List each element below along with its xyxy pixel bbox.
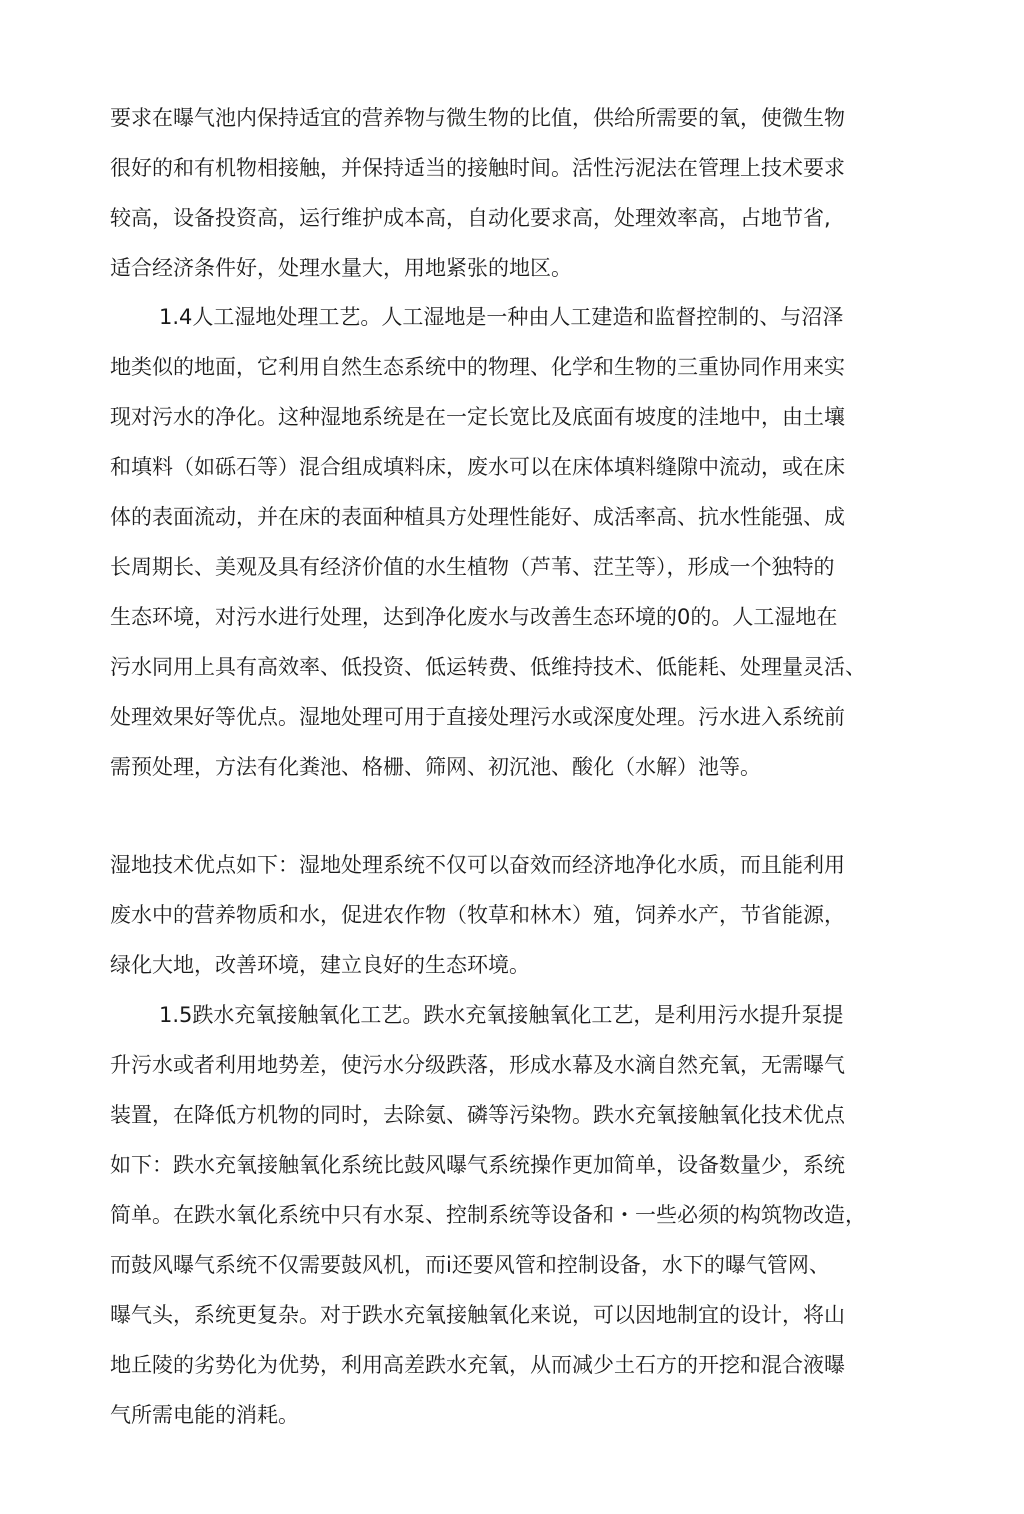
section-heading-line: 1.4人工湿地处理工艺。人工湿地是一种由人工建造和监督控制的、与沼泽 [159,305,844,329]
section-heading-line: 1.5跌水充氧接触氧化工艺。跌水充氧接触氧化工艺，是利用污水提升泵提 [159,1003,844,1027]
text-line: 较高，设备投资高，运行维护成本高，自动化要求高，处理效率高，占地节省, [110,206,831,230]
text-line: 湿地技术优点如下：湿地处理系统不仅可以奋效而经济地净化水质，而且能利用 [110,853,845,877]
text-line: 曝气头，系统更复杂。对于跌水充氧接触氧化来说，可以因地制宜的设计，将山 [110,1303,845,1327]
text-line: 装置，在降低方机物的同时，去除氨、磷等污染物。跌水充氧接触氧化技术优点 [110,1103,845,1127]
text-line: 生态环境，对污水进行处理，达到净化废水与改善生态环境的0的。人工湿地在 [110,605,838,629]
text-line: 如下：跌水充氧接触氧化系统比鼓风曝气系统操作更加简单，设备数量少，系统 [110,1153,845,1177]
text-line: 处理效果好等优点。湿地处理可用于直接处理污水或深度处理。污水进入系统前 [110,705,845,729]
text-line: 地类似的地面，它利用自然生态系统中的物理、化学和生物的三重协同作用来实 [110,355,845,379]
text-line: 地丘陵的劣势化为优势，利用高差跌水充氧，从而减少土石方的开挖和混合液曝 [110,1353,845,1377]
text-line: 适合经济条件好，处理水量大，用地紧张的地区。 [110,256,572,280]
text-line: 现对污水的净化。这种湿地系统是在一定长宽比及底面有坡度的洼地中，由土壤 [110,405,845,429]
text-line: 升污水或者利用地势差，使污水分级跌落，形成水幕及水滴自然充氧，无需曝气 [110,1053,845,1077]
text-line: 绿化大地，改善环境，建立良好的生态环境。 [110,953,530,977]
text-line: 要求在曝气池内保持适宜的营养物与微生物的比值，供给所需要的氧，使微生物 [110,106,845,130]
text-line: 和填料（如砾石等）混合组成填料床，废水可以在床体填料缝隙中流动，或在床 [110,455,845,479]
text-line: 体的表面流动，并在床的表面种植具方处理性能好、成活率高、抗水性能强、成 [110,505,845,529]
text-line: 而鼓风曝气系统不仅需要鼓风机，而i还要风管和控制设备，水下的曝气管网、 [110,1253,830,1277]
text-line: 废水中的营养物质和水，促进农作物（牧草和林木）殖，饲养水产，节省能源， [110,903,845,927]
text-line: 气所需电能的消耗。 [110,1403,299,1427]
text-line: 长周期长、美观及具有经济价值的水生植物（芦苇、茳芏等），形成一个独特的 [110,555,835,579]
text-line: 简单。在跌水氧化系统中只有水泵、控制系统等设备和・一些必须的构筑物改造， [110,1203,866,1227]
text-line: 很好的和有机物相接触，并保持适当的接触时间。活性污泥法在管理上技术要求 [110,156,845,180]
text-line: 需预处理，方法有化粪池、格栅、筛网、初沉池、酸化（水解）池等。 [110,755,761,779]
text-line: 污水同用上具有高效率、低投资、低运转费、低维持技术、低能耗、处理量灵活、 [110,655,866,679]
